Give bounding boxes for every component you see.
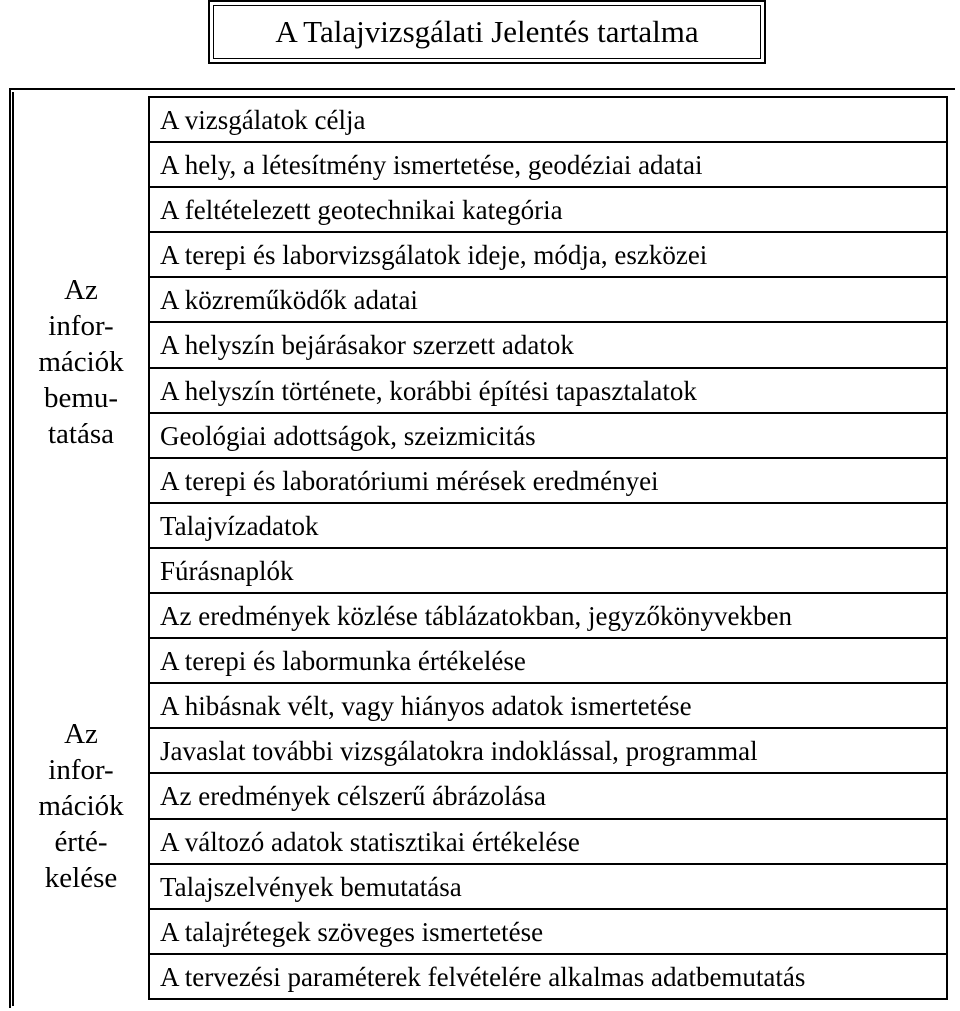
list-item: A tervezési paraméterek felvételére alkalmas adatbemutatás <box>160 961 806 992</box>
page-title: A Talajvizsgálati Jelentés tartalma <box>213 5 761 59</box>
list-item: A talajrétegek szöveges ismertetése <box>150 910 946 955</box>
list-item: A feltételezett geotechnikai kategória <box>150 188 946 233</box>
title-box <box>208 0 766 64</box>
left-border-line <box>12 92 14 1006</box>
list-item: A terepi és labormunka értékelése <box>150 639 946 684</box>
list-item: A helyszín bejárásakor szerzett adatok <box>150 323 946 368</box>
list-item: Talajvízadatok <box>150 504 946 549</box>
list-item: Fúrásnaplók <box>150 549 946 594</box>
group-label-info-presentation: Az infor- mációk bemu- tatása <box>38 274 124 450</box>
group-label-info-evaluation: Az infor- mációk érté- kelése <box>38 718 124 894</box>
list-item: A változó adatok statisztikai értékelése <box>150 820 946 865</box>
list-item: Az eredmények közlése táblázatokban, jegyzőkönyvekben <box>150 594 946 639</box>
list-item: A vizsgálatok célja <box>150 98 946 143</box>
list-item: A terepi és laborvizsgálatok ideje, módja, eszközei <box>150 233 946 278</box>
list-item: A hibásnak vélt, vagy hiányos adatok ismertetése <box>150 684 946 729</box>
list-item: A terepi és laboratóriumi mérések eredményei <box>150 459 946 504</box>
list-item: A hely, a létesítmény ismertetése, geodéziai adatai <box>150 143 946 188</box>
list-item: A helyszín története, korábbi építési tapasztalatok <box>150 369 946 414</box>
list-item: Talajszelvények bemutatása <box>150 865 946 910</box>
list-item: Geológiai adottságok, szeizmicitás <box>150 414 946 459</box>
list-item: Javaslat további vizsgálatokra indoklással, programmal <box>150 729 946 774</box>
content-items-list <box>148 96 948 1000</box>
list-item: Az eredmények célszerű ábrázolása <box>150 774 946 819</box>
list-item: A közreműködők adatai <box>150 278 946 323</box>
